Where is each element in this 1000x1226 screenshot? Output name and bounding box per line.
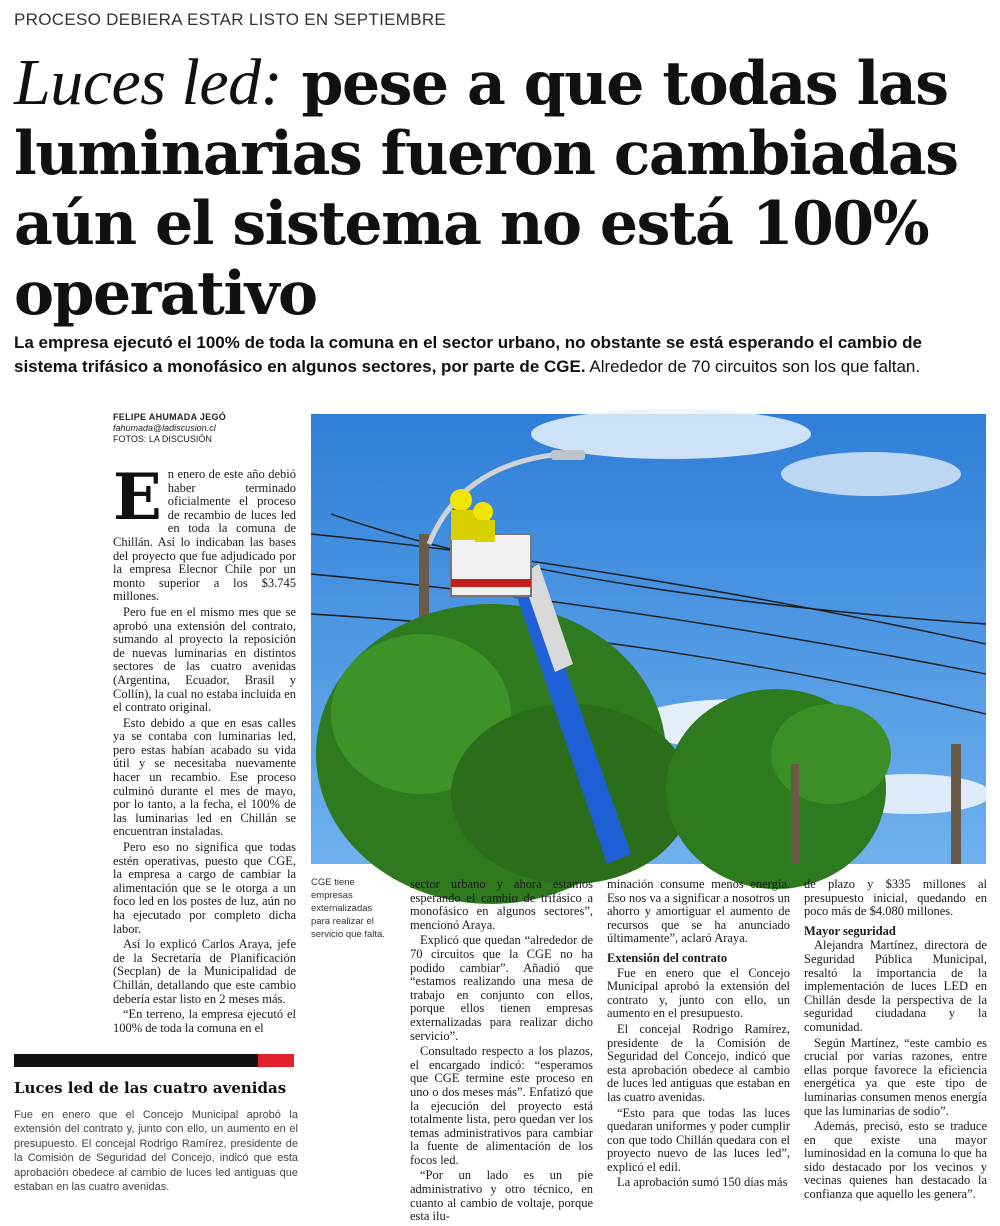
column-4	[804, 878, 987, 1204]
paragraph: Consultado respecto a los plazos, el encargado indicó: “esperamos que CGE termine este proceso en uno o dos meses más”. Enfatizó que la ejecución del proyecto está totalmente lista, pero quedan ver los temas administrativos para cambiar la fuente de alimentación de los focos led.	[410, 1044, 593, 1167]
paragraph: Alejandra Martínez, directora de Seguridad Pública Municipal, resaltó la importancia de la implementación de luces LED en Chillán desde la perspectiva de la seguridad ciudadana y la comunidad.	[804, 938, 987, 1034]
paragraph: Así lo explicó Carlos Araya, jefe de la Secretaría de Planificación (Secplan) de la Municipalidad de Chillán, detallando que este cambio debería estar listo en 2 meses más.	[113, 937, 296, 1006]
paragraph: Explicó que quedan “alrededor de 70 circuitos que la CGE no ha podido cambiar”. Añadió que “estamos realizando una mesa de trabajo en conjunto con ellos, porque ellos tienen empresas externalizadas para realizar dicho servicio”.	[410, 933, 593, 1043]
paragraph: n enero de este año debió haber terminado oficialmente el proceso de recambio de luces led en toda la comuna de Chillán. Así lo indicaban las bases del proyecto que fue adjudicado por la empresa Elecnor Chile por un monto superior a los $3.745 millones.	[113, 467, 296, 604]
deck-bold: La empresa ejecutó el 100% de toda la comuna en el sector urbano, no obstante se está esperando el cambio de sistema trifásico a monofásico en algunos sectores, por parte de CGE.	[14, 333, 922, 376]
paragraph: “Por un lado es un pie administrativo y otro técnico, en cuanto al cambio de voltaje, porque esta ilu-	[410, 1168, 593, 1224]
sidebar-body: Fue en enero que el Concejo Municipal aprobó la extensión del contrato y, junto con ello, un aumento en el presupuesto. El concejal Rodrigo Ramírez, presidente de la Comisión de Seguridad del Concejo, indicó que esta aprobación obedece al cambio de luces led antiguas que estaban en las cuatro avenidas.	[14, 1109, 298, 1194]
paragraph: Pero fue en el mismo mes que se aprobó una extensión del contrato, sumando al proyecto la reposición de nuevas luminarias en distintos sectores de las cuatro avenidas (Argentina, Ecuador, Brasil y Collín), la cual no estaba incluida en el contrato original.	[113, 604, 296, 715]
headline-lead: Luces led:	[14, 46, 283, 119]
byline-author: FELIPE AHUMADA JEGÓ	[113, 412, 227, 422]
byline-photos: FOTOS: LA DISCUSIÓN	[113, 434, 212, 444]
paragraph: Esto debido a que en esas calles ya se contaba con luminarias led, pero estas habían acabado su vida útil y se necesitaba nuevamente hacer un recambio. Ese proceso culminó durante el mes de mayo, por lo tanto, a la fecha, el 100% de las luminarias led en Chillán se encuentran instaladas.	[113, 715, 296, 839]
paragraph: La aprobación sumó 150 días más	[617, 1175, 788, 1190]
dropcap: E	[113, 460, 162, 535]
paragraph: de plazo y $335 millones al presupuesto inicial, quedando en poco más de $4.080 millones.	[804, 877, 987, 919]
sidebar-rule-accent	[258, 1054, 294, 1067]
paragraph: Según Martínez, “este cambio es crucial por varias razones, entre ellas porque favorece la eficiencia energética ya que este tipo de luminarias consumen menos energía que las luminarias de sodio”.	[804, 1035, 987, 1118]
article-photo	[311, 414, 986, 864]
subheading: Mayor seguridad	[804, 923, 896, 938]
paragraph: Además, precisó, esto se traduce en que existe una mayor luminosidad en la comuna lo que ha sido destacado por los vecinos y vecinas quienes han destacado la confianza que aquello les genera”.	[804, 1119, 987, 1202]
paragraph: minación consume menos energía. Eso nos va a significar a nosotros un ahorro y amortiguar el aumento de recursos que se ha anunciado últimamente”, aclaró Araya.	[607, 877, 790, 946]
column-1	[113, 460, 296, 1037]
byline-email: fahumada@ladiscusion.cl	[113, 423, 216, 433]
photo-caption: CGE tiene empresas externalizadas para realizar el servicio que falta.	[311, 877, 385, 940]
deck-regular: Alrededor de 70 circuitos son los que faltan.	[589, 357, 921, 376]
column-2	[410, 878, 593, 1226]
paragraph: Fue en enero que el Concejo Municipal aprobó la extensión del contrato y, junto con ello, un aumento en el presupuesto.	[607, 965, 790, 1021]
deck	[14, 331, 989, 379]
paragraph: “En terreno, la empresa ejecutó el 100% de toda la comuna en el	[113, 1007, 296, 1035]
byline	[113, 412, 226, 445]
kicker: PROCESO DEBIERA ESTAR LISTO EN SEPTIEMBRE	[14, 10, 447, 29]
subheading: Extensión del contrato	[607, 950, 728, 965]
headline-rest: pese a que todas las luminarias fueron cambiadas aún el sistema no está 100% operativo	[14, 49, 958, 329]
column-3	[607, 878, 790, 1192]
sidebar-rule	[14, 1054, 294, 1067]
paragraph: El concejal Rodrigo Ramírez, presidente de la Comisión de Seguridad del Concejo, indicó que esta aprobación obedece al cambio de luces led antiguas que estaban en las cuatro avenidas.	[607, 1021, 790, 1104]
headline	[14, 48, 989, 329]
paragraph: “Esto para que todas las luces quedaran uniformes y poder cumplir con que todo Chillán quedara con el proyecto nuevo de las luces led”, explicó el edil.	[607, 1105, 790, 1174]
paragraph: Pero eso no significa que todas estén operativas, puesto que CGE, la empresa a cargo de cambiar la alimentación que se le otorga a un foco led en los postes de luz, aún no ha ejecutado por completo dicha labor.	[113, 840, 296, 936]
photo-illustration	[311, 414, 986, 864]
sidebar-title: Luces led de las cuatro avenidas	[14, 1079, 287, 1097]
paragraph: sector urbano y ahora estamos esperando el cambio de trifásico a monofásico en algunos sectores”, mencionó Araya.	[410, 877, 593, 932]
